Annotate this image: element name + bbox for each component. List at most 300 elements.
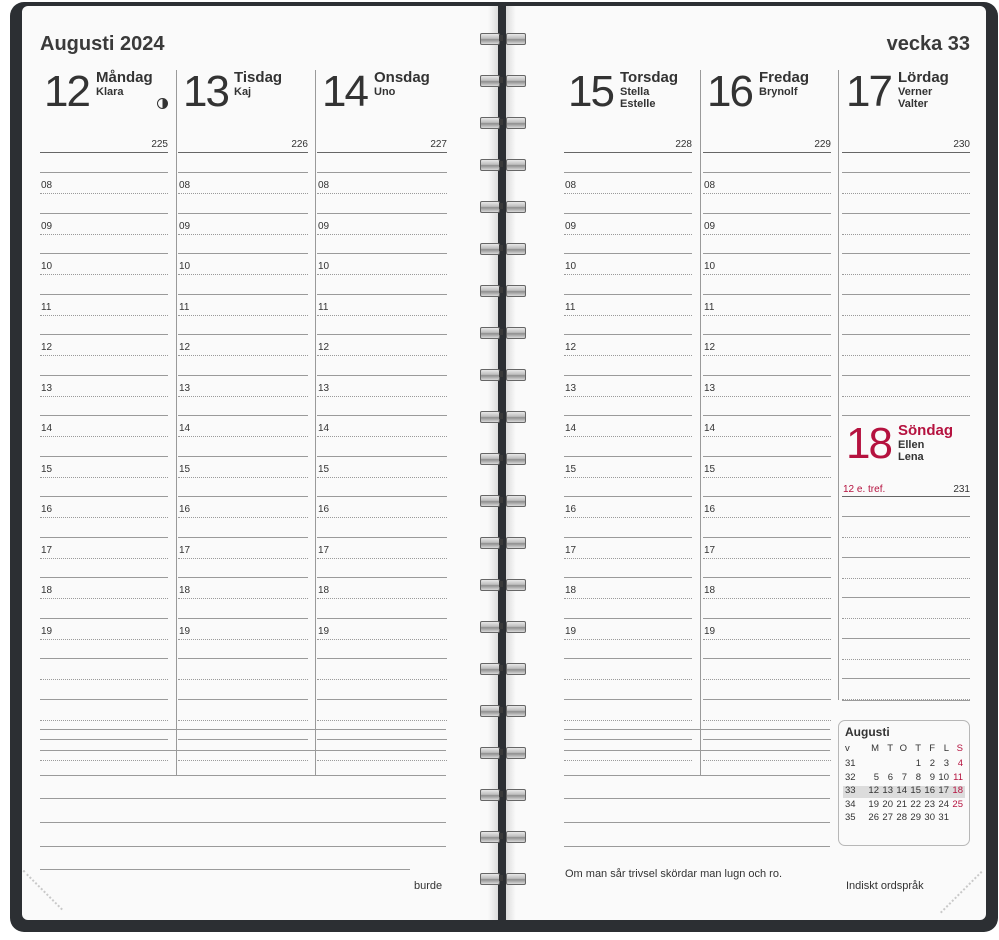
hour-label: 17 bbox=[179, 544, 191, 556]
half-hour-line bbox=[317, 355, 447, 356]
slot-line bbox=[178, 618, 308, 619]
half-hour-line bbox=[178, 436, 308, 437]
name-day-14: Uno bbox=[374, 86, 396, 98]
church-day-note: 12 e. tref. bbox=[843, 484, 886, 495]
slot-line bbox=[564, 496, 692, 497]
mini-calendar-day: 14 bbox=[896, 785, 907, 796]
slot-line bbox=[317, 415, 447, 416]
hour-label: 09 bbox=[41, 220, 53, 232]
half-hour-line bbox=[703, 679, 831, 680]
hour-label: 15 bbox=[41, 463, 53, 475]
mini-calendar-title: Augusti bbox=[845, 725, 890, 739]
day-name-monday: Måndag bbox=[96, 69, 153, 86]
mini-calendar-day: 21 bbox=[896, 798, 907, 810]
slot-line bbox=[317, 294, 447, 295]
half-hour-line bbox=[178, 315, 308, 316]
note-line bbox=[40, 775, 446, 776]
day-number-16: 16 bbox=[707, 67, 752, 116]
day-number-15: 15 bbox=[568, 67, 613, 116]
name-day-18-first: Ellen bbox=[898, 439, 925, 451]
slot-line bbox=[703, 415, 831, 416]
half-hour-line bbox=[178, 760, 308, 761]
slot-line bbox=[842, 638, 970, 639]
half-hour-line bbox=[564, 193, 692, 194]
slot-line bbox=[842, 253, 970, 254]
mini-calendar-week-number: 32 bbox=[845, 771, 856, 783]
column-divider bbox=[315, 70, 316, 775]
hour-label: 11 bbox=[704, 301, 715, 313]
half-hour-line bbox=[40, 436, 168, 437]
half-hour-line bbox=[564, 355, 692, 356]
quote-source: Indiskt ordspråk bbox=[846, 880, 924, 892]
name-day-15-first: Stella bbox=[620, 86, 650, 98]
hour-label: 13 bbox=[565, 382, 577, 394]
mini-calendar-day: 24 bbox=[938, 798, 949, 810]
hour-label: 16 bbox=[41, 504, 53, 515]
slot-line bbox=[178, 699, 308, 700]
mini-calendar-day: 28 bbox=[896, 812, 907, 823]
note-line bbox=[564, 822, 830, 823]
half-hour-line bbox=[40, 274, 168, 275]
slot-line bbox=[317, 699, 447, 700]
note-line bbox=[40, 846, 446, 847]
hour-label: 09 bbox=[704, 220, 716, 232]
slot-line bbox=[564, 577, 692, 578]
mini-calendar-day: 29 bbox=[910, 812, 921, 823]
hour-label: 08 bbox=[704, 180, 716, 191]
half-hour-line bbox=[564, 517, 692, 518]
slot-line bbox=[317, 618, 447, 619]
half-hour-line bbox=[564, 234, 692, 235]
slot-line bbox=[703, 739, 831, 740]
mini-calendar-day: 8 bbox=[915, 771, 921, 783]
day-name-saturday: Lördag bbox=[898, 69, 949, 86]
half-hour-line bbox=[178, 720, 308, 721]
slot-line bbox=[178, 739, 308, 740]
mini-calendar bbox=[838, 720, 970, 846]
hour-label: 18 bbox=[565, 585, 577, 596]
half-hour-line bbox=[178, 558, 308, 559]
hour-label: 19 bbox=[565, 625, 577, 637]
mini-calendar-day: 4 bbox=[957, 758, 963, 769]
half-hour-line bbox=[40, 355, 168, 356]
half-hour-line bbox=[564, 558, 692, 559]
half-hour-line bbox=[317, 598, 447, 599]
note-line bbox=[40, 798, 446, 799]
hour-label: 19 bbox=[179, 625, 191, 637]
half-hour-line bbox=[703, 598, 831, 599]
slot-line bbox=[703, 172, 831, 173]
slot-line bbox=[564, 334, 692, 335]
hour-label: 08 bbox=[318, 180, 330, 191]
slot-line bbox=[842, 597, 970, 598]
hour-label: 17 bbox=[41, 544, 53, 556]
half-hour-line bbox=[40, 396, 168, 397]
hour-label: 13 bbox=[41, 382, 53, 394]
half-hour-line bbox=[178, 639, 308, 640]
slot-line bbox=[178, 496, 308, 497]
half-hour-line bbox=[703, 193, 831, 194]
mini-calendar-day: 19 bbox=[868, 798, 879, 810]
slot-line bbox=[40, 739, 168, 740]
slot-line bbox=[842, 516, 970, 517]
hour-label: 11 bbox=[179, 301, 190, 313]
slot-line bbox=[317, 577, 447, 578]
hour-label: 15 bbox=[318, 463, 330, 475]
half-hour-line bbox=[703, 274, 831, 275]
half-hour-line bbox=[178, 274, 308, 275]
hour-label: 09 bbox=[179, 220, 191, 232]
hour-label: 10 bbox=[179, 261, 191, 272]
slot-line bbox=[178, 334, 308, 335]
day-number-12: 12 bbox=[44, 67, 89, 116]
hour-label: 17 bbox=[318, 544, 330, 556]
mini-calendar-week-number: 33 bbox=[845, 785, 856, 796]
mini-calendar-day: 20 bbox=[882, 798, 893, 810]
half-hour-line bbox=[178, 234, 308, 235]
half-hour-line bbox=[842, 396, 970, 397]
half-hour-line bbox=[40, 193, 168, 194]
mini-calendar-header: T bbox=[915, 743, 921, 754]
slot-line bbox=[178, 577, 308, 578]
half-hour-line bbox=[564, 598, 692, 599]
half-hour-line bbox=[703, 477, 831, 478]
slot-line bbox=[564, 658, 692, 659]
slot-line bbox=[703, 456, 831, 457]
half-hour-line bbox=[842, 537, 970, 538]
hour-label: 16 bbox=[704, 504, 716, 515]
half-hour-line bbox=[703, 396, 831, 397]
half-hour-line bbox=[317, 234, 447, 235]
mini-calendar-header: O bbox=[899, 743, 907, 754]
slot-line bbox=[703, 213, 831, 214]
slot-line bbox=[40, 577, 168, 578]
half-hour-line bbox=[317, 477, 447, 478]
day-of-year-231: 231 bbox=[953, 484, 970, 495]
mini-calendar-day: 23 bbox=[924, 798, 935, 810]
name-day-12: Klara bbox=[96, 86, 124, 98]
half-hour-line bbox=[842, 618, 970, 619]
quote-text: Om man sår trivsel skördar man lugn och ro. bbox=[565, 868, 783, 880]
slot-line bbox=[564, 537, 692, 538]
half-hour-line bbox=[703, 234, 831, 235]
sunday-top-rule bbox=[842, 496, 970, 497]
day-number-14: 14 bbox=[322, 67, 367, 116]
week-title: vecka 33 bbox=[886, 33, 970, 55]
hour-label: 10 bbox=[565, 261, 577, 272]
half-hour-line bbox=[317, 679, 447, 680]
note-line bbox=[40, 750, 446, 751]
half-hour-line bbox=[317, 315, 447, 316]
note-line bbox=[564, 750, 830, 751]
hour-label: 12 bbox=[179, 342, 191, 353]
day-of-year-226: 226 bbox=[291, 139, 308, 150]
slot-line bbox=[842, 294, 970, 295]
note-line bbox=[564, 729, 830, 730]
slot-line bbox=[703, 253, 831, 254]
hour-label: 13 bbox=[704, 382, 716, 394]
slot-line bbox=[703, 699, 831, 700]
brand-logo-text: burde bbox=[414, 880, 443, 892]
half-hour-line bbox=[178, 396, 308, 397]
slot-line bbox=[178, 456, 308, 457]
hour-label: 11 bbox=[565, 301, 576, 313]
mini-calendar-week-number: 34 bbox=[845, 798, 856, 810]
half-hour-line bbox=[40, 315, 168, 316]
slot-line bbox=[564, 213, 692, 214]
slot-line bbox=[178, 375, 308, 376]
hour-label: 17 bbox=[565, 544, 577, 556]
slot-line bbox=[40, 334, 168, 335]
mini-calendar-day: 26 bbox=[868, 812, 879, 823]
half-hour-line bbox=[40, 720, 168, 721]
half-hour-line bbox=[178, 477, 308, 478]
slot-line bbox=[703, 577, 831, 578]
slot-line bbox=[842, 557, 970, 558]
day-of-year-229: 229 bbox=[814, 139, 831, 150]
hour-label: 10 bbox=[704, 261, 716, 272]
mini-calendar-day: 7 bbox=[901, 771, 907, 783]
name-day-18-second: Lena bbox=[898, 451, 924, 463]
name-day-17-second: Valter bbox=[898, 98, 928, 110]
mini-calendar-week-number: 35 bbox=[845, 812, 856, 823]
note-line bbox=[40, 869, 410, 870]
slot-line bbox=[564, 699, 692, 700]
day-of-year-230: 230 bbox=[953, 139, 970, 150]
half-hour-line bbox=[40, 477, 168, 478]
half-hour-line bbox=[703, 558, 831, 559]
mini-calendar-day: 1 bbox=[915, 758, 921, 769]
hour-label: 19 bbox=[704, 625, 716, 637]
day-name-friday: Fredag bbox=[759, 69, 810, 86]
slot-line bbox=[40, 415, 168, 416]
hour-label: 10 bbox=[41, 261, 53, 272]
mini-calendar-day: 17 bbox=[938, 785, 949, 796]
slot-line bbox=[40, 456, 168, 457]
column-divider bbox=[838, 70, 839, 700]
half-hour-line bbox=[40, 760, 168, 761]
mini-calendar-day: 13 bbox=[882, 785, 893, 796]
half-hour-line bbox=[317, 760, 447, 761]
half-hour-line bbox=[842, 659, 970, 660]
hour-label: 14 bbox=[179, 423, 191, 434]
half-hour-line bbox=[564, 760, 692, 761]
half-hour-line bbox=[703, 355, 831, 356]
half-hour-line bbox=[842, 274, 970, 275]
slot-line bbox=[40, 294, 168, 295]
day-of-year-225: 225 bbox=[151, 139, 168, 150]
slot-line bbox=[178, 415, 308, 416]
hour-label: 14 bbox=[704, 423, 716, 434]
hour-label: 12 bbox=[565, 342, 577, 353]
mini-calendar-day: 10 bbox=[938, 771, 949, 783]
half-hour-line bbox=[703, 639, 831, 640]
half-hour-line bbox=[178, 355, 308, 356]
hour-label: 18 bbox=[41, 585, 53, 596]
slot-line bbox=[564, 618, 692, 619]
slot-line bbox=[40, 699, 168, 700]
hour-label: 16 bbox=[179, 504, 191, 515]
slot-line bbox=[178, 253, 308, 254]
slot-line bbox=[317, 334, 447, 335]
mini-calendar-header: F bbox=[929, 743, 935, 754]
half-hour-line bbox=[564, 436, 692, 437]
hour-label: 15 bbox=[179, 463, 191, 475]
slot-line bbox=[317, 253, 447, 254]
half-hour-line bbox=[703, 517, 831, 518]
mini-calendar-day: 12 bbox=[868, 785, 879, 796]
slot-line bbox=[40, 537, 168, 538]
mini-calendar-day: 22 bbox=[910, 798, 921, 810]
slot-line bbox=[564, 415, 692, 416]
half-hour-line bbox=[703, 436, 831, 437]
note-line bbox=[564, 798, 830, 799]
slot-line bbox=[178, 213, 308, 214]
hour-label: 12 bbox=[41, 342, 53, 353]
mini-calendar-day: 27 bbox=[882, 812, 893, 823]
slot-line bbox=[703, 496, 831, 497]
mini-calendar-header: M bbox=[871, 743, 879, 754]
day-name-thursday: Torsdag bbox=[620, 69, 679, 86]
hour-label: 16 bbox=[318, 504, 330, 515]
name-day-16: Brynolf bbox=[759, 86, 798, 98]
half-hour-line bbox=[564, 315, 692, 316]
hour-label: 13 bbox=[318, 382, 330, 394]
mini-calendar-day: 31 bbox=[938, 812, 949, 823]
name-day-15-second: Estelle bbox=[620, 98, 656, 110]
half-hour-line bbox=[703, 720, 831, 721]
slot-line bbox=[317, 537, 447, 538]
slot-line bbox=[40, 496, 168, 497]
day-number-17: 17 bbox=[846, 67, 891, 116]
slot-line bbox=[178, 294, 308, 295]
saturday-end-line bbox=[842, 415, 970, 416]
slot-line bbox=[703, 294, 831, 295]
name-day-17-first: Verner bbox=[898, 86, 933, 98]
half-hour-line bbox=[317, 193, 447, 194]
half-hour-line bbox=[40, 598, 168, 599]
slot-line bbox=[842, 172, 970, 173]
half-hour-line bbox=[564, 720, 692, 721]
half-hour-line bbox=[317, 558, 447, 559]
slot-line bbox=[40, 658, 168, 659]
day-top-rule bbox=[178, 152, 308, 153]
slot-line bbox=[317, 456, 447, 457]
half-hour-line bbox=[317, 436, 447, 437]
half-hour-line bbox=[564, 274, 692, 275]
mini-calendar-header: L bbox=[943, 743, 949, 754]
half-hour-line bbox=[842, 355, 970, 356]
slot-line bbox=[40, 375, 168, 376]
slot-line bbox=[178, 537, 308, 538]
hour-label: 16 bbox=[565, 504, 577, 515]
day-name-sunday: Söndag bbox=[898, 422, 953, 439]
slot-line bbox=[842, 213, 970, 214]
mini-calendar-week-number: 31 bbox=[845, 758, 856, 769]
slot-line bbox=[317, 496, 447, 497]
mini-calendar-header: S bbox=[956, 743, 963, 754]
day-number-18: 18 bbox=[846, 419, 891, 468]
hour-label: 08 bbox=[565, 180, 577, 191]
note-line bbox=[564, 846, 830, 847]
half-hour-line bbox=[40, 639, 168, 640]
half-hour-line bbox=[40, 234, 168, 235]
hour-label: 08 bbox=[41, 180, 53, 191]
half-hour-line bbox=[703, 315, 831, 316]
slot-line bbox=[317, 213, 447, 214]
sunday-end-line bbox=[842, 700, 970, 701]
slot-line bbox=[317, 658, 447, 659]
half-hour-line bbox=[178, 517, 308, 518]
slot-line bbox=[703, 658, 831, 659]
day-name-tuesday: Tisdag bbox=[234, 69, 283, 86]
half-hour-line bbox=[317, 274, 447, 275]
day-name-wednesday: Onsdag bbox=[374, 69, 430, 86]
slot-line bbox=[178, 172, 308, 173]
mini-calendar-day: 18 bbox=[952, 785, 963, 796]
hour-label: 14 bbox=[41, 423, 53, 434]
slot-line bbox=[178, 658, 308, 659]
slot-line bbox=[564, 172, 692, 173]
half-hour-line bbox=[842, 234, 970, 235]
mini-calendar-day: 6 bbox=[887, 771, 893, 783]
half-hour-line bbox=[317, 639, 447, 640]
slot-line bbox=[564, 739, 692, 740]
day-top-rule bbox=[703, 152, 831, 153]
half-hour-line bbox=[317, 396, 447, 397]
day-top-rule bbox=[564, 152, 692, 153]
half-hour-line bbox=[178, 193, 308, 194]
slot-line bbox=[703, 618, 831, 619]
slot-line bbox=[703, 334, 831, 335]
spine-line bbox=[503, 6, 506, 920]
column-divider bbox=[176, 70, 177, 775]
slot-line bbox=[564, 253, 692, 254]
day-of-year-228: 228 bbox=[675, 139, 692, 150]
half-hour-line bbox=[40, 517, 168, 518]
hour-label: 19 bbox=[41, 625, 53, 637]
half-hour-line bbox=[178, 598, 308, 599]
mini-calendar-day: 5 bbox=[873, 771, 879, 783]
note-line bbox=[40, 729, 446, 730]
half-hour-line bbox=[178, 679, 308, 680]
slot-line bbox=[703, 537, 831, 538]
hour-label: 15 bbox=[704, 463, 716, 475]
day-of-year-227: 227 bbox=[430, 139, 447, 150]
day-number-13: 13 bbox=[183, 67, 228, 116]
hour-label: 18 bbox=[704, 585, 716, 596]
hour-label: 09 bbox=[565, 220, 577, 232]
slot-line bbox=[564, 294, 692, 295]
half-moon-icon bbox=[157, 98, 168, 109]
hour-label: 17 bbox=[704, 544, 716, 556]
hour-label: 12 bbox=[704, 342, 716, 353]
slot-line bbox=[317, 375, 447, 376]
mini-calendar-day: 9 bbox=[929, 771, 935, 783]
mini-calendar-day: 15 bbox=[910, 785, 921, 796]
hour-label: 14 bbox=[318, 423, 330, 434]
hour-label: 13 bbox=[179, 382, 191, 394]
hour-label: 19 bbox=[318, 625, 330, 637]
hour-label: 09 bbox=[318, 220, 330, 232]
half-hour-line bbox=[317, 720, 447, 721]
day-top-rule bbox=[40, 152, 168, 153]
mini-calendar-header: T bbox=[887, 743, 893, 754]
half-hour-line bbox=[564, 679, 692, 680]
half-hour-line bbox=[564, 639, 692, 640]
half-hour-line bbox=[842, 193, 970, 194]
slot-line bbox=[564, 456, 692, 457]
